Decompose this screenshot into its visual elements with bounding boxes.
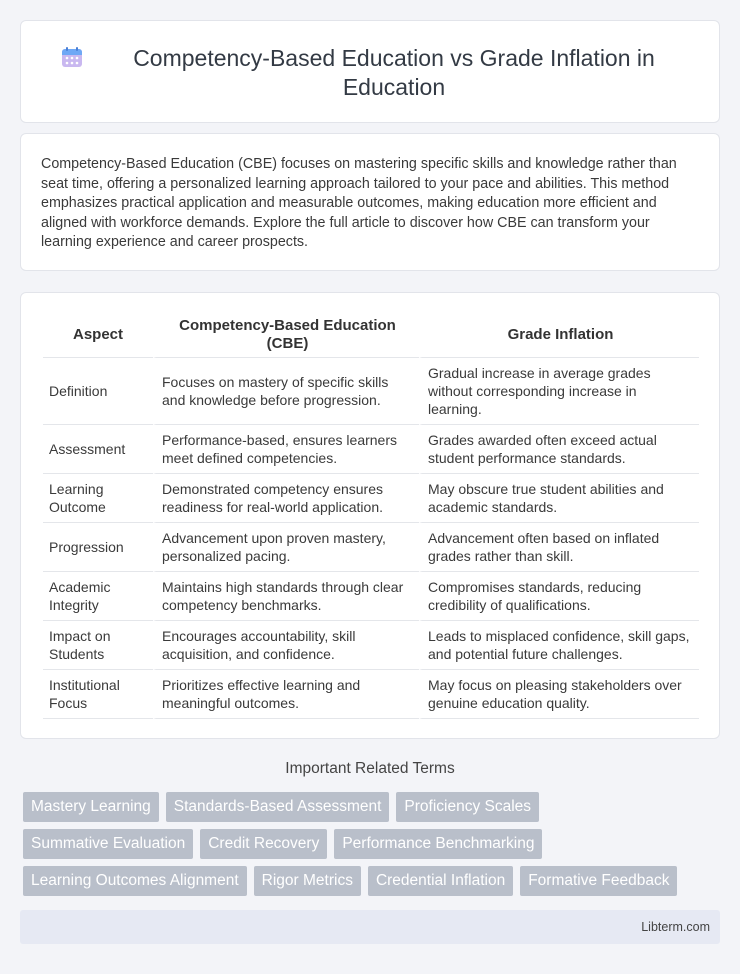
tag-formative-feedback[interactable]: Formative Feedback [520,866,677,896]
row-aspect: Assessment [43,425,153,474]
row-grade-inflation: May focus on pleasing stakeholders over genuine education quality. [419,670,699,719]
comparison-table-card [20,292,720,739]
table-row [43,621,699,670]
row-cbe: Prioritizes effective learning and meaningful outcomes. [153,670,419,719]
table-row [43,425,699,474]
tag-rigor-metrics[interactable]: Rigor Metrics [254,866,361,896]
tag-proficiency-scales[interactable]: Proficiency Scales [396,792,539,822]
footer-site-link[interactable]: Libterm.com [641,920,710,934]
table-row [43,670,699,719]
title-card [20,20,720,123]
intro-paragraph: Competency-Based Education (CBE) focuses on mastering specific skills and knowledge rather than seat time, offering a personalized learning approach tailored to your pace and abilities. This method emphasizes practical application and measurable outcomes, making education more efficient and aligned with workforce demands. Explore the full article to discover how CBE can transform your learning experience and career prospects. [41,156,677,250]
row-grade-inflation: Leads to misplaced confidence, skill gaps, and potential future challenges. [419,621,699,670]
tag-credit-recovery[interactable]: Credit Recovery [200,829,327,859]
table-row [43,358,699,425]
row-cbe: Encourages accountability, skill acquisition, and confidence. [153,621,419,670]
row-aspect: Academic Integrity [43,572,153,621]
related-terms-title: Important Related Terms [285,760,455,777]
table-row [43,523,699,572]
row-aspect: Definition [43,358,153,425]
row-aspect: Learning Outcome [43,474,153,523]
tag-learning-outcomes-alignment[interactable]: Learning Outcomes Alignment [23,866,247,896]
row-grade-inflation: Grades awarded often exceed actual student performance standards. [419,425,699,474]
row-cbe: Maintains high standards through clear competency benchmarks. [153,572,419,621]
table-row [43,474,699,523]
row-cbe: Performance-based, ensures learners meet defined competencies. [153,425,419,474]
table-header-row [43,311,699,358]
tag-performance-benchmarking[interactable]: Performance Benchmarking [334,829,542,859]
row-grade-inflation: Gradual increase in average grades without corresponding increase in learning. [419,358,699,425]
calendar-icon [61,46,83,68]
intro-card [20,133,720,271]
tag-credential-inflation[interactable]: Credential Inflation [368,866,513,896]
page-title: Competency-Based Education vs Grade Inflation in Education [133,45,655,100]
footer [20,910,720,944]
header-cbe: Competency-Based Education (CBE) [153,311,419,358]
row-aspect: Impact on Students [43,621,153,670]
row-grade-inflation: May obscure true student abilities and academic standards. [419,474,699,523]
header-grade-inflation: Grade Inflation [419,311,699,358]
row-aspect: Institutional Focus [43,670,153,719]
tag-mastery-learning[interactable]: Mastery Learning [23,792,159,822]
tag-standards-based-assessment[interactable]: Standards-Based Assessment [166,792,390,822]
comparison-table [43,311,699,719]
header-aspect: Aspect [43,311,153,358]
row-grade-inflation: Compromises standards, reducing credibility of qualifications. [419,572,699,621]
row-cbe: Demonstrated competency ensures readiness for real-world application. [153,474,419,523]
row-aspect: Progression [43,523,153,572]
row-cbe: Focuses on mastery of specific skills and knowledge before progression. [153,358,419,425]
related-terms-list [23,792,723,903]
table-row [43,572,699,621]
tag-summative-evaluation[interactable]: Summative Evaluation [23,829,193,859]
row-cbe: Advancement upon proven mastery, personalized pacing. [153,523,419,572]
row-grade-inflation: Advancement often based on inflated grades rather than skill. [419,523,699,572]
